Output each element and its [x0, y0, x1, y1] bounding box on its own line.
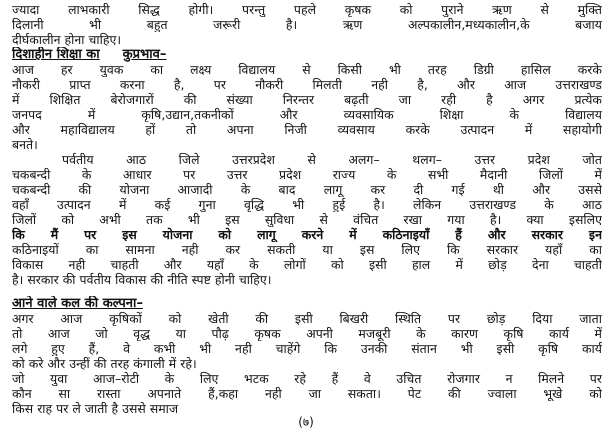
- section2-line-5: जो युवा आज–रोटी के लिए भटक रहे हैं वे उचित रोजगार न मिलने पर: [12, 371, 602, 386]
- para2-line-4: वहाँ उत्पादन में कई गुना वृद्धि भी हुई है। लेकिन उत्तराखण्ड के आठ: [12, 197, 602, 212]
- para2-line-9: है। सरकार की पर्वतीय विकास की नीति स्पष्ट होनी चाहिए।: [12, 272, 272, 287]
- section-heading-kalpana: [12, 296, 602, 311]
- section-heading-kalpana-text: आने वाले कल की कल्पना–: [12, 296, 143, 311]
- section-heading-shiksha: [12, 47, 602, 62]
- para2-line-7: कठिनाइयों का सामना नही कर सकती या इस लिए कि सरकार यहाँ का: [12, 242, 602, 257]
- section-heading-shiksha-left: दिशाहीन शिक्षा का: [12, 47, 100, 62]
- intro-line-1: ज्यादा लाभकारी सिद्ध होगी। परन्तु पहले कृषक को पुराने ऋण से मुक्ति: [12, 2, 602, 17]
- intro-line-3: दीर्घकालीन होना चाहिए।: [12, 32, 122, 47]
- para2-line-6: कि मैं पर इस योजना को लागू करने में कठिनाइयाँ हैं और सरकार इन: [12, 227, 602, 242]
- section2-line-1: अगर आज कृषिकों को खेती की इसी बिखरी स्थिति पर छोड़ दिया जाता: [12, 311, 602, 326]
- paragraph-gap: [12, 287, 602, 296]
- para2-line-2: चकबन्दी के आधार पर उत्तर प्रदेश राज्य के सभी मैदानी जिलों में: [12, 167, 602, 182]
- section1-line-3: में शिक्षित बेरोजगारों की संख्या निरन्तर बढ़ती जा रही है अगर प्रत्येक: [12, 92, 602, 107]
- intro-line-2: दिलानी भी बहुत जरूरी है। ऋण अल्पकालीन,मध्यकालीन,के बजाय: [12, 17, 602, 32]
- section-heading-shiksha-right: कुप्रभाव–: [122, 47, 167, 62]
- section2-line-6: कौन सा रास्ता अपनाते हैं,कहा नही जा सकता। पेट की ज्वाला भूखे को: [12, 386, 602, 401]
- section2-line-3: लगे हुए हैं, वे कभी भी नही चाहेंगे कि उनकी संतान भी इसी कृषि कार्य: [12, 341, 602, 356]
- para2-line-8: विकास नही चाहती और यहाँ के लोगों को इसी हाल में छोड़ देना चाहती: [12, 257, 602, 272]
- section1-line-6: बनते।: [12, 137, 38, 152]
- para2-line-5: जिलों को अभी तक भी इस सुविधा से वंचित रखा गया है। क्या इसलिए: [12, 212, 602, 227]
- section1-line-1: आज हर युवक का लक्ष्य विद्यालय से किसी भी तरह डिग्री हासिल करके: [12, 62, 602, 77]
- section1-line-5: और महाविद्यालय हों तो अपना निजी व्यवसाय करके उत्पादन में सहायोगी: [12, 122, 602, 137]
- section1-line-2: नौकरी प्राप्त करना है, पर नौकरी मिलती नही है, और आज उत्तराखण्ड: [12, 77, 602, 92]
- para2-line-1: पर्वतीय आठ जिले उत्तरप्रदेश से अलग– थलग– उत्तर प्रदेश जोत: [62, 152, 602, 167]
- section1-line-4: जनपद में कृषि,उद्यान,तकनीकों और व्यवसायिक शिक्षा के विद्यालय: [12, 107, 602, 122]
- section2-line-2: तो आज जो वृद्ध या पौढ़ कृषक अपनी मजबूरी के कारण कृषि कार्य में: [12, 326, 602, 341]
- page-number: (७): [298, 415, 314, 429]
- para2-line-3: चकबन्दी की योजना आजादी के बाद लागू कर दी गई थी और उससे: [12, 182, 602, 197]
- section2-line-7: किस राह पर ले जाती है उससे समाज: [12, 401, 179, 416]
- section2-line-4: को करे और उन्हीं की तरह कंगाली में रहे।: [12, 356, 197, 371]
